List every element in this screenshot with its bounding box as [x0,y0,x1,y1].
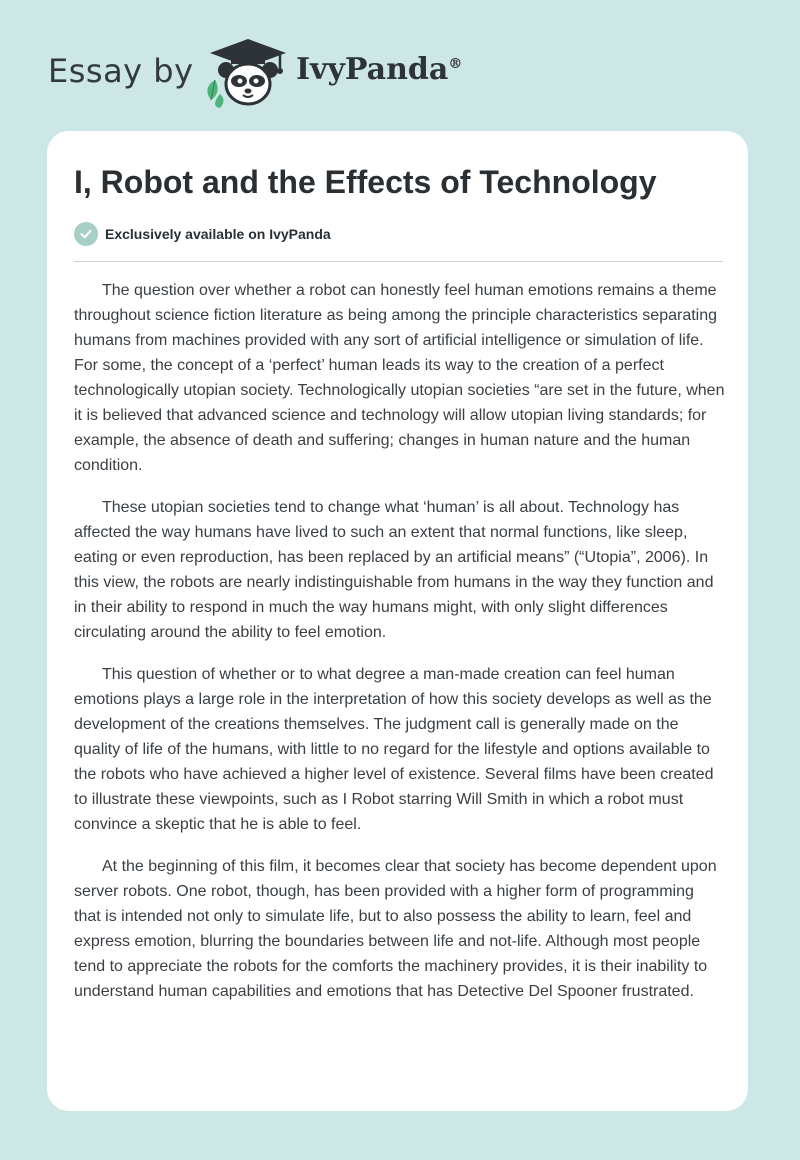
title-divider [74,261,723,262]
essay-title: I, Robot and the Effects of Technology [74,164,657,200]
check-circle-icon [74,222,98,246]
essay-card [47,131,748,1111]
exclusive-badge [74,221,331,247]
essay-paragraph: This question of whether or to what degree a man-made creation can feel human emotions plays a large role in the interpretation of how this society develops as well as the development of the creations themselves. The judgment call is generally made on the quality of life of the humans, with little to no regard for the lifestyle and options available to the robots who have achieved a higher level of existence. Several films have been created to illustrate these viewpoints, such as I Robot starring Will Smith in which a robot must convince a skeptic that he is able to feel. [74,666,714,833]
exclusive-badge-text: Exclusively available on IvyPanda [105,226,331,242]
essay-body [74,278,725,1021]
brand-name[interactable] [296,52,462,87]
essay-paragraph: The question over whether a robot can honestly feel human emotions remains a theme throughout science fiction literature as being among the principle characteristics separating humans from machines provided with any sort of artificial intelligence or simulation of life. For some, the concept of a ‘perfect’ human leads its way to the creation of a perfect technologically utopian society. Technologically utopian societies “are set in the future, when it is believed that advanced science and technology will allow utopian living standards; for example, the absence of death and suffering; changes in human nature and the human condition. [74,282,725,474]
brand-name-text: IvyPanda [296,52,449,87]
site-header [0,0,800,130]
essay-paragraph: These utopian societies tend to change what ‘human’ is all about. Technology has affected the way humans have lived to such an extent that normal functions, like sleep, eating or even reproduction, has been replaced by an artificial means” (“Utopia”, 2006). In this view, the robots are nearly indistinguishable from humans in the way they function and in their ability to respond in much the way humans might, with only slight differences circulating around the ability to feel emotion. [74,499,714,641]
ivypanda-logo-icon[interactable] [200,36,296,108]
registered-mark: ® [448,56,463,72]
brand-prefix: Essay by [48,52,194,90]
essay-paragraph: At the beginning of this film, it becomes clear that society has become dependent upon server robots. One robot, though, has been provided with a higher form of programming that is intended not only to simulate life, but to also possess the ability to learn, feel and express emotion, blurring the boundaries between life and not-life. Although most people tend to appreciate the robots for the comforts the machinery provides, it is their inability to understand human capabilities and emotions that has Detective Del Spooner frustrated. [74,858,717,1000]
